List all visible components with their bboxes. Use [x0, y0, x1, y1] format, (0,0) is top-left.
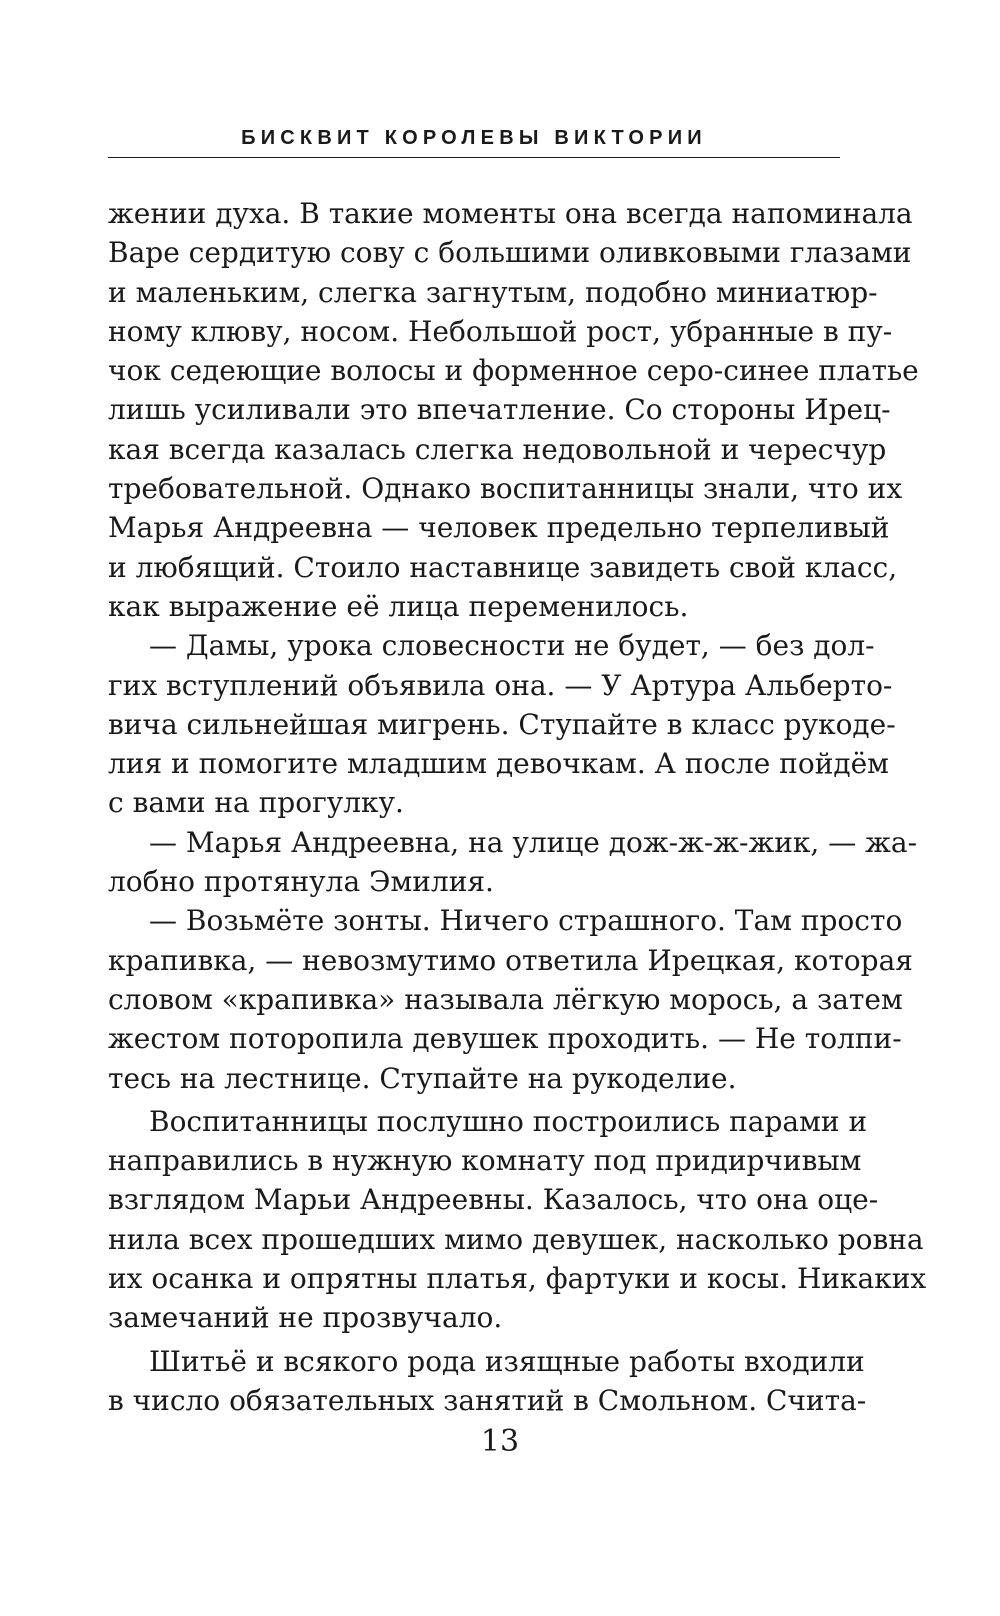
text-line: замечаний не прозвучало. [108, 1301, 503, 1335]
running-title: БИСКВИТ КОРОЛЕВЫ ВИКТОРИИ [241, 127, 707, 149]
text-line: словом «крапивка» называла лёгкую морось, а затем [108, 982, 903, 1016]
text-line: нила всех прошедших мимо девушек, насколько ровна [108, 1222, 924, 1256]
body-text [108, 194, 927, 1420]
text-line: Варе сердитую сову с большими оливковыми глазами [108, 236, 912, 270]
text-line: как выражение её лица переменилось. [108, 589, 689, 623]
text-line: требовательной. Однако воспитанницы знали, что их [108, 472, 903, 506]
text-line: направились в нужную комнату под придирчивым [108, 1144, 862, 1178]
page-number: 13 [480, 1424, 520, 1459]
text-line: лишь усиливали это впечатление. Со стороны Ирец- [108, 393, 891, 427]
text-line: гих вступлений объявила она. — У Артура Альберто- [108, 668, 893, 702]
text-line: крапивка, — невозмутимо ответила Ирецкая, которая [108, 943, 913, 977]
text-line: вича сильнейшая мигрень. Ступайте в класс рукоде- [108, 707, 896, 741]
text-line: с вами на прогулку. [108, 786, 404, 820]
text-line: чок седеющие волосы и форменное серо-синее платье [108, 354, 919, 388]
text-line: тесь на лестнице. Ступайте на рукоделие. [108, 1061, 737, 1095]
text-line: лобно протянула Эмилия. [108, 865, 494, 899]
text-line: их осанка и опрятны платья, фартуки и косы. Никаких [108, 1262, 927, 1296]
text-line: и любящий. Стоило наставнице завидеть свой класс, [108, 550, 898, 584]
text-line: Шитьё и всякого рода изящные работы входили [149, 1344, 865, 1378]
text-line: жестом поторопила девушек проходить. — Не толпи- [108, 1022, 902, 1056]
text-line: — Возьмёте зонты. Ничего страшного. Там просто [149, 904, 903, 938]
header-rule [108, 157, 840, 158]
text-line: в число обязательных занятий в Смольном. Счита- [108, 1383, 867, 1417]
text-line: жении духа. В такие моменты она всегда напоминала [108, 197, 913, 230]
text-line: лия и помогите младшим девочкам. А после пойдём [108, 747, 889, 781]
text-line: Воспитанницы послушно построились парами и [149, 1104, 868, 1138]
text-line: — Дамы, урока словесности не будет, — без дол- [149, 629, 875, 663]
text-line: и маленьким, слегка загнутым, подобно миниатюр- [108, 275, 878, 309]
text-line: — Марья Андреевна, на улице дож-ж-ж-жик, — жа- [149, 825, 918, 859]
text-line: взглядом Марьи Андреевны. Казалось, что она оце- [108, 1183, 879, 1217]
text-line: Марья Андреевна — человек предельно терпеливый [108, 511, 890, 545]
text-line: ному клюву, носом. Небольшой рост, убранные в пу- [108, 314, 893, 348]
text-line: кая всегда казалась слегка недовольной и чересчур [108, 432, 887, 466]
